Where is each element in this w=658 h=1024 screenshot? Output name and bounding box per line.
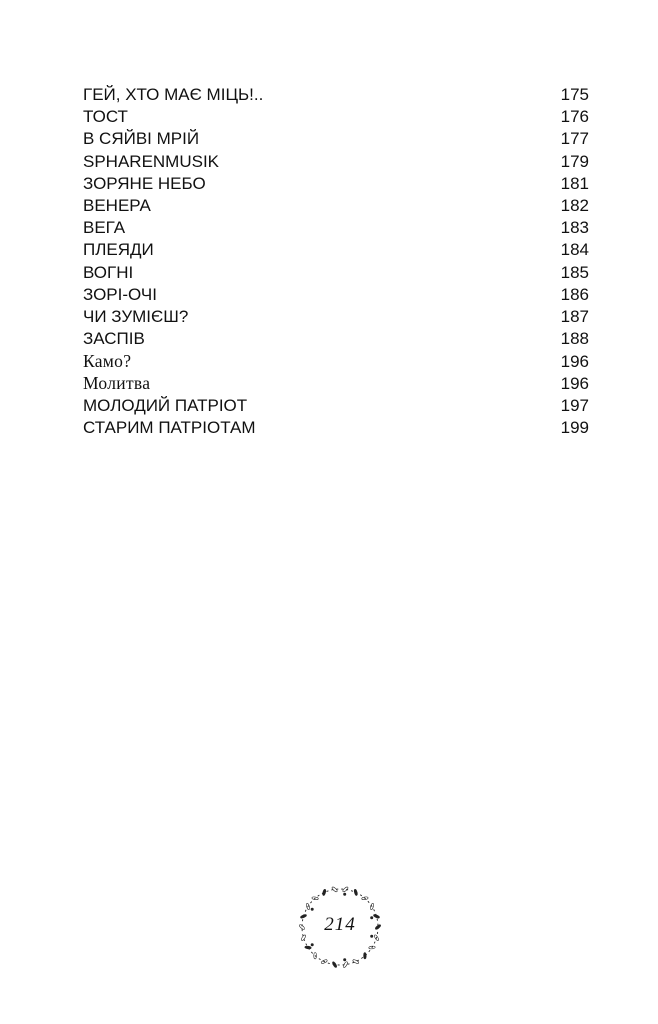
toc-entry-title: ВЕНЕРА (83, 195, 151, 215)
wreath-berry (344, 959, 346, 961)
wreath-leaf (305, 946, 312, 949)
toc-entry (83, 284, 589, 306)
toc-entry-page: 181 (560, 173, 589, 193)
toc-entry-title: ТОСТ (83, 107, 128, 127)
toc-entry (83, 195, 589, 217)
toc-entry-page: 183 (560, 218, 589, 238)
toc-entry-page: 196 (560, 352, 589, 372)
toc-entry (83, 372, 589, 394)
toc-entry-page: 188 (560, 329, 589, 349)
wreath-leaf (364, 952, 367, 958)
toc-entry-page: 184 (560, 240, 589, 260)
toc-entry (83, 328, 589, 350)
table-of-contents (83, 84, 589, 439)
toc-entry (83, 151, 589, 173)
toc-entry (83, 106, 589, 128)
wreath-berry (311, 908, 313, 910)
toc-entry (83, 306, 589, 328)
toc-entry-title: ВЕГА (83, 218, 126, 238)
page-number: 214 (324, 914, 356, 935)
wreath-leaf (352, 959, 359, 964)
toc-entry (83, 84, 589, 106)
toc-entry-title: Камо? (83, 351, 132, 372)
toc-entry-page: 182 (560, 195, 589, 215)
toc-entry-title: ЗОРІ-ОЧІ (83, 284, 157, 304)
toc-entry (83, 395, 589, 417)
toc-entry-page: 185 (560, 262, 589, 282)
toc-entry-title: ЗОРЯНЕ НЕБО (83, 173, 206, 193)
toc-entry-page: 177 (560, 129, 589, 149)
toc-entry-title: Молитва (83, 373, 151, 394)
toc-entry-title: В СЯЙВІ МРІЙ (83, 129, 200, 149)
toc-entry-title: СТАРИМ ПАТРІОТАМ (83, 417, 256, 437)
wreath-leaf (322, 889, 326, 896)
toc-entry-title: ПЛЕЯДИ (83, 240, 154, 260)
toc-entry-page: 175 (560, 85, 589, 104)
toc-entry (83, 417, 589, 439)
toc-entry-title: SPHARENMUSIK (83, 151, 220, 171)
toc-entry (83, 128, 589, 150)
wreath-berry (344, 893, 346, 895)
toc-entry (83, 217, 589, 239)
toc-entry (83, 173, 589, 195)
wreath-leaf (354, 889, 358, 896)
wreath-berry (311, 944, 313, 946)
toc-entry-page: 196 (560, 374, 589, 394)
toc-entry-page: 176 (560, 107, 589, 127)
page-number-ornament (295, 882, 385, 972)
toc-entry (83, 350, 589, 372)
toc-entry (83, 239, 589, 261)
toc-entry-title: ВОГНІ (83, 262, 134, 282)
toc-entry-page: 197 (560, 395, 589, 415)
toc-entry-title: МОЛОДИЙ ПАТРІОТ (83, 395, 248, 415)
toc-entry-title: ЗАСПІВ (83, 329, 145, 349)
toc-entry-page: 179 (560, 151, 589, 171)
toc-entry-title: ГЕЙ, ХТО МАЄ МІЦЬ!.. (83, 85, 264, 104)
toc-entry (83, 262, 589, 284)
toc-entry-title: ЧИ ЗУМІЄШ? (83, 306, 189, 326)
toc-entry-page: 199 (560, 417, 589, 437)
toc-entry-page: 186 (560, 284, 589, 304)
toc-entry-page: 187 (560, 306, 589, 326)
